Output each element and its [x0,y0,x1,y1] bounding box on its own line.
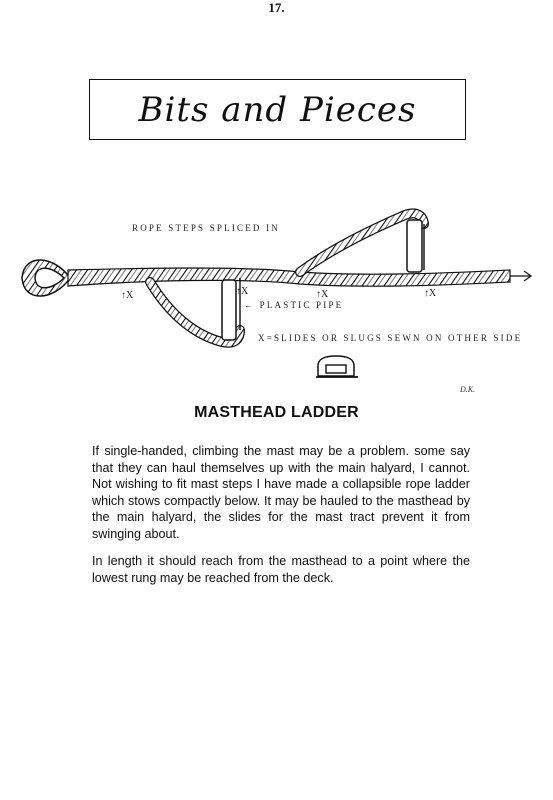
upper-rope-step [300,213,424,272]
body-paragraph-1: If single-handed, climbing the mast may be a problem. some say that they can haul themselves up with the main halyard, I cannot. Not wishing to fit mast steps I have made a collapsible rope ladder which stows compactly below. It may be hauled to the masthead by the main halyard, the slides for the mast tract prevent it from swinging about. [92,444,470,541]
artist-initials: D.K. [460,385,476,394]
rope-ladder-diagram [0,190,553,405]
slide-marker-2: ↑X [236,286,249,297]
plastic-pipe-upper [407,220,422,272]
plastic-pipe-lower [222,280,236,340]
label-plastic-pipe: ← PLASTIC PIPE [244,300,344,310]
title-box [89,79,466,140]
slide-marker-3: ↑X [316,289,329,300]
slide-marker-1: ↑X [121,290,134,301]
body-paragraph-2: In length it should reach from the masthead to a point where the lowest rung may be reached from the deck. [92,554,470,585]
slide-slug-icon [316,356,358,377]
page-number: 17. [268,0,285,15]
label-rope-steps: ROPE STEPS SPLICED IN [132,223,280,233]
page-title: Bits and Pieces [138,89,417,130]
label-slides: X=SLIDES OR SLUGS SEWN ON OTHER SIDE [258,333,523,343]
eye-splice-thimble [22,260,70,296]
x-markers [121,286,437,301]
slide-marker-4: ↑X [424,288,437,299]
section-heading: MASTHEAD LADDER [194,404,359,421]
